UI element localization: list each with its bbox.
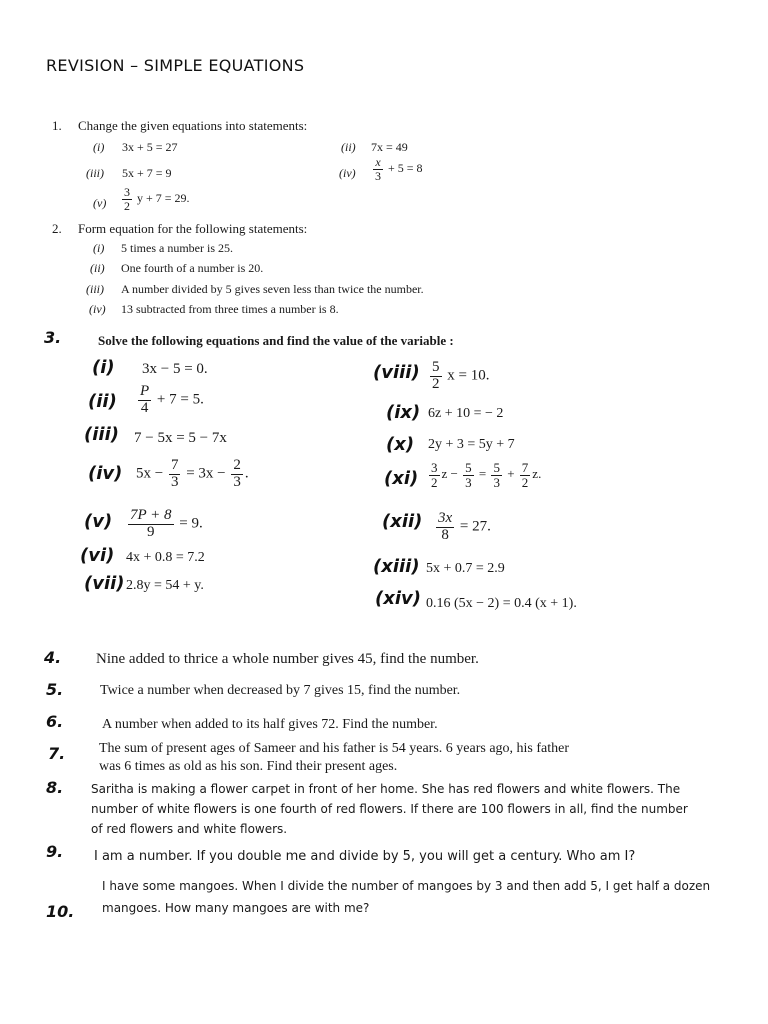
q3-label-iii: (iii) [84, 424, 119, 445]
question-1-text: Change the given equations into statements: [78, 118, 308, 133]
q1-item-i: (i) [93, 140, 105, 154]
question-3-text: Solve the following equations and find the value of the variable : [98, 333, 454, 348]
question-7-line-2: was 6 times as old as his son. Find their present ages. [99, 759, 398, 774]
q1-item-v: (v) [93, 196, 107, 210]
q3-label-x: (x) [386, 434, 415, 455]
question-10-line-2: mangoes. How many mangoes are with me? [102, 901, 370, 915]
question-6-number: 6. [46, 712, 64, 731]
q3-label-ii: (ii) [88, 391, 117, 412]
question-9-number: 9. [46, 842, 64, 861]
question-10-number: 10. [46, 902, 75, 921]
q2-item-ii-label: (ii) [90, 261, 105, 275]
question-2-text: Form equation for the following statements: [78, 221, 308, 236]
q3-label-xii: (xii) [382, 511, 423, 532]
q3-label-xi: (xi) [384, 468, 419, 489]
question-8-line-2: number of white flowers is one fourth of red flowers. If there are 100 flowers in all, find the number [91, 802, 688, 816]
q3-eq-vii: 2.8y = 54 + y. [126, 578, 204, 593]
question-8-line-1: Saritha is making a flower carpet in front of her home. She has red flowers and white flowers. The [91, 782, 681, 796]
q3-eq-xiv: 0.16 (5x − 2) = 0.4 (x + 1). [426, 596, 577, 611]
q2-item-iv: 13 subtracted from three times a number is 8. [121, 302, 339, 316]
q1-eq-iv: $\frac{x}{3}$ + 5 = 8 [375, 155, 423, 183]
q3-eq-v: $\frac{7P + 8}{9}$ = 9. [130, 507, 203, 540]
page-title: REVISION – SIMPLE EQUATIONS [46, 56, 305, 75]
q2-item-ii: One fourth of a number is 20. [121, 261, 264, 275]
q3-label-viii: (viii) [373, 362, 420, 383]
q3-label-xiii: (xiii) [373, 556, 420, 577]
q1-eq-ii: 7x = 49 [371, 140, 408, 154]
q3-label-i: (i) [92, 357, 115, 378]
q3-label-vi: (vi) [80, 545, 115, 566]
question-8-number: 8. [46, 778, 64, 797]
question-10-line-1: I have some mangoes. When I divide the number of mangoes by 3 and then add 5, I get half a dozen [102, 879, 711, 893]
q3-eq-iv: 5x − $\frac{7}{3}$ = 3x − $\frac{2}{3}$ . [136, 457, 249, 490]
question-6-text: A number when added to its half gives 72. Find the number. [102, 717, 438, 732]
q3-label-iv: (iv) [88, 463, 123, 484]
question-5-number: 5. [46, 680, 64, 699]
question-9-text: I am a number. If you double me and divide by 5, you will get a century. Who am I? [94, 849, 636, 864]
q2-item-i-label: (i) [93, 241, 105, 255]
q3-eq-xiii: 5x + 0.7 = 2.9 [426, 561, 505, 576]
q3-eq-x: 2y + 3 = 5y + 7 [428, 437, 515, 452]
question-3-number: 3. [44, 328, 62, 347]
question-7-line-1: The sum of present ages of Sameer and his father is 54 years. 6 years ago, his father [99, 741, 570, 756]
q2-item-i: 5 times a number is 25. [121, 241, 233, 255]
q2-item-iii-label: (iii) [86, 282, 104, 296]
question-5-text: Twice a number when decreased by 7 gives 15, find the number. [100, 683, 461, 698]
q3-label-vii: (vii) [84, 573, 125, 594]
question-1-number: 1. [52, 118, 62, 133]
q3-eq-ix: 6z + 10 = − 2 [428, 406, 504, 421]
q3-eq-vi: 4x + 0.8 = 7.2 [126, 550, 205, 565]
q3-eq-ii: $\frac{P}{4}$ + 7 = 5. [140, 383, 204, 416]
question-8-line-3: of red flowers and white flowers. [91, 822, 288, 836]
q3-eq-xi: $\frac{3}{2}$ z − $\frac{5}{3}$ = $\frac{5}{3}$ + $\frac{7}{2}$ z. [431, 460, 542, 490]
q1-item-iii: (iii) [86, 166, 104, 180]
q2-item-iii: A number divided by 5 gives seven less than twice the number. [121, 282, 424, 296]
q3-eq-i: 3x − 5 = 0. [142, 361, 208, 377]
q1-eq-v: $\frac{3}{2}$ y + 7 = 29. [124, 185, 190, 213]
q1-eq-iii: 5x + 7 = 9 [122, 166, 172, 180]
q3-eq-iii: 7 − 5x = 5 − 7x [134, 430, 227, 446]
question-2-number: 2. [52, 221, 62, 236]
q3-label-ix: (ix) [386, 402, 421, 423]
q2-item-iv-label: (iv) [89, 302, 106, 316]
q1-eq-i: 3x + 5 = 27 [122, 140, 178, 154]
q1-item-ii: (ii) [341, 140, 356, 154]
q3-label-v: (v) [84, 511, 113, 532]
q3-eq-xii: $\frac{3x}{8}$ = 27. [438, 510, 491, 543]
q3-eq-viii: $\frac{5}{2}$ x = 10. [432, 359, 490, 392]
question-4-number: 4. [44, 648, 62, 667]
question-4-text: Nine added to thrice a whole number gives 45, find the number. [96, 651, 479, 667]
q3-label-xiv: (xiv) [375, 588, 421, 609]
q1-item-iv: (iv) [339, 166, 356, 180]
question-7-number: 7. [48, 744, 66, 763]
